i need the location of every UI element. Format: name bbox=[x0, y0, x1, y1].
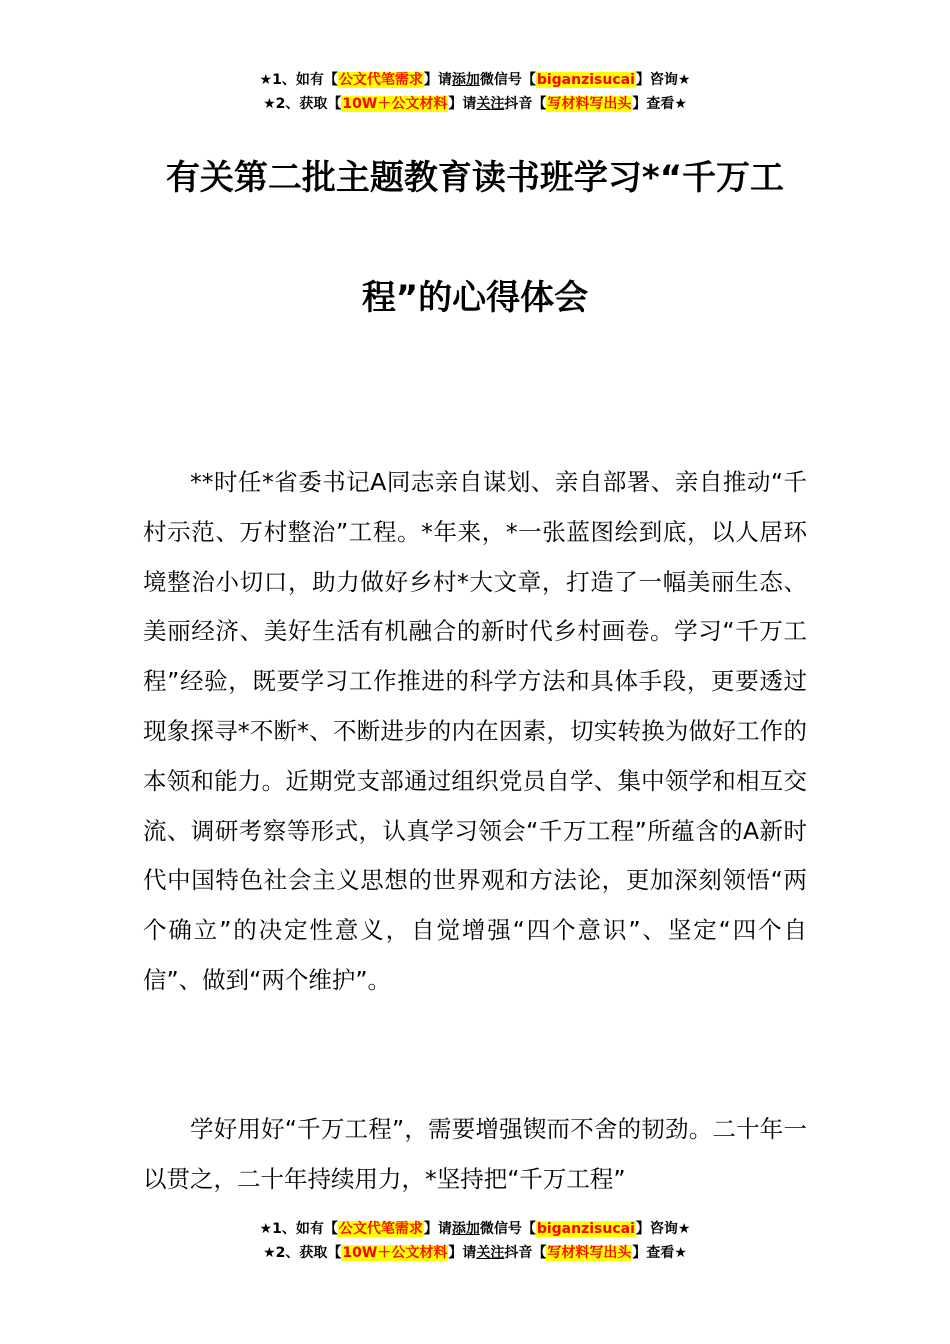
banner-text: 】请 bbox=[423, 72, 452, 88]
highlight-douyin-id: 写材料写出头 bbox=[547, 96, 632, 112]
banner-text: 微信号【 bbox=[479, 1221, 536, 1237]
banner-text: 】咨询★ bbox=[635, 1221, 691, 1237]
banner-text: ★1、如有【 bbox=[259, 72, 338, 88]
banner-text: ★2、获取【 bbox=[263, 1245, 342, 1261]
banner-text: 】请 bbox=[448, 1245, 477, 1261]
banner-text: 】咨询★ bbox=[635, 72, 691, 88]
banner-line-1 bbox=[0, 1217, 950, 1241]
document-title-line-1: 有关第二批主题教育读书班学习*“千万工 bbox=[165, 158, 785, 198]
highlight-service: 公文代笔需求 bbox=[338, 72, 423, 88]
highlight-service: 公文代笔需求 bbox=[338, 1221, 423, 1237]
underlined-text: 关注 bbox=[476, 96, 505, 112]
highlight-wechat-id: biganzisucai bbox=[536, 1221, 635, 1237]
banner-text: 】查看★ bbox=[632, 1245, 687, 1261]
underlined-text: 添加 bbox=[451, 1221, 480, 1237]
banner-line-1 bbox=[0, 68, 950, 92]
banner-text: 抖音【 bbox=[504, 1245, 547, 1261]
banner-text: 抖音【 bbox=[504, 96, 547, 112]
banner-line-2 bbox=[0, 1241, 950, 1265]
banner-text: ★2、获取【 bbox=[263, 96, 342, 112]
header-banner bbox=[0, 68, 950, 116]
banner-text: 】查看★ bbox=[632, 96, 687, 112]
highlight-materials: 10W＋公文材料 bbox=[342, 1245, 448, 1261]
highlight-douyin-id: 写材料写出头 bbox=[547, 1245, 632, 1261]
body-paragraph: 学好用好“千万工程”，需要增强锲而不舍的韧劲。二十年一以贯之，二十年持续用力，*坚持把“千万工程” bbox=[143, 1115, 807, 1193]
body-paragraph: **时任*省委书记A同志亲自谋划、亲自部署、亲自推动“千村示范、万村整治”工程。*年来，*一张蓝图绘到底，以人居环境整治小切口，助力做好乡村*大文章，打造了一幅美丽生态、美丽经济、美好生活有机融合的新时代乡村画卷。学习“千万工程”经验，既要学习工作推进的科学方法和具体手段，更要透过现象探寻*不断*、不断进步的内在因素，切实转换为做好工作的本领和能力。近期党支部通过组织党员自学、集中领学和相互交流、调研考察等形式，认真学习领会“千万工程”所蕴含的A新时代中国特色社会主义思想的世界观和方法论，更加深刻领悟“两个确立”的决定性意义，自觉增强“四个意识”、坚定“四个自信”、做到“两个维护”。 bbox=[143, 468, 807, 994]
banner-text: 】请 bbox=[423, 1221, 452, 1237]
highlight-wechat-id: biganzisucai bbox=[536, 72, 635, 88]
underlined-text: 添加 bbox=[451, 72, 480, 88]
banner-text: ★1、如有【 bbox=[259, 1221, 338, 1237]
banner-text: 微信号【 bbox=[479, 72, 536, 88]
highlight-materials: 10W＋公文材料 bbox=[342, 96, 448, 112]
underlined-text: 关注 bbox=[476, 1245, 505, 1261]
footer-banner bbox=[0, 1217, 950, 1265]
document-title-line-2: 程”的心得体会 bbox=[361, 278, 589, 318]
banner-line-2 bbox=[0, 92, 950, 116]
banner-text: 】请 bbox=[448, 96, 477, 112]
